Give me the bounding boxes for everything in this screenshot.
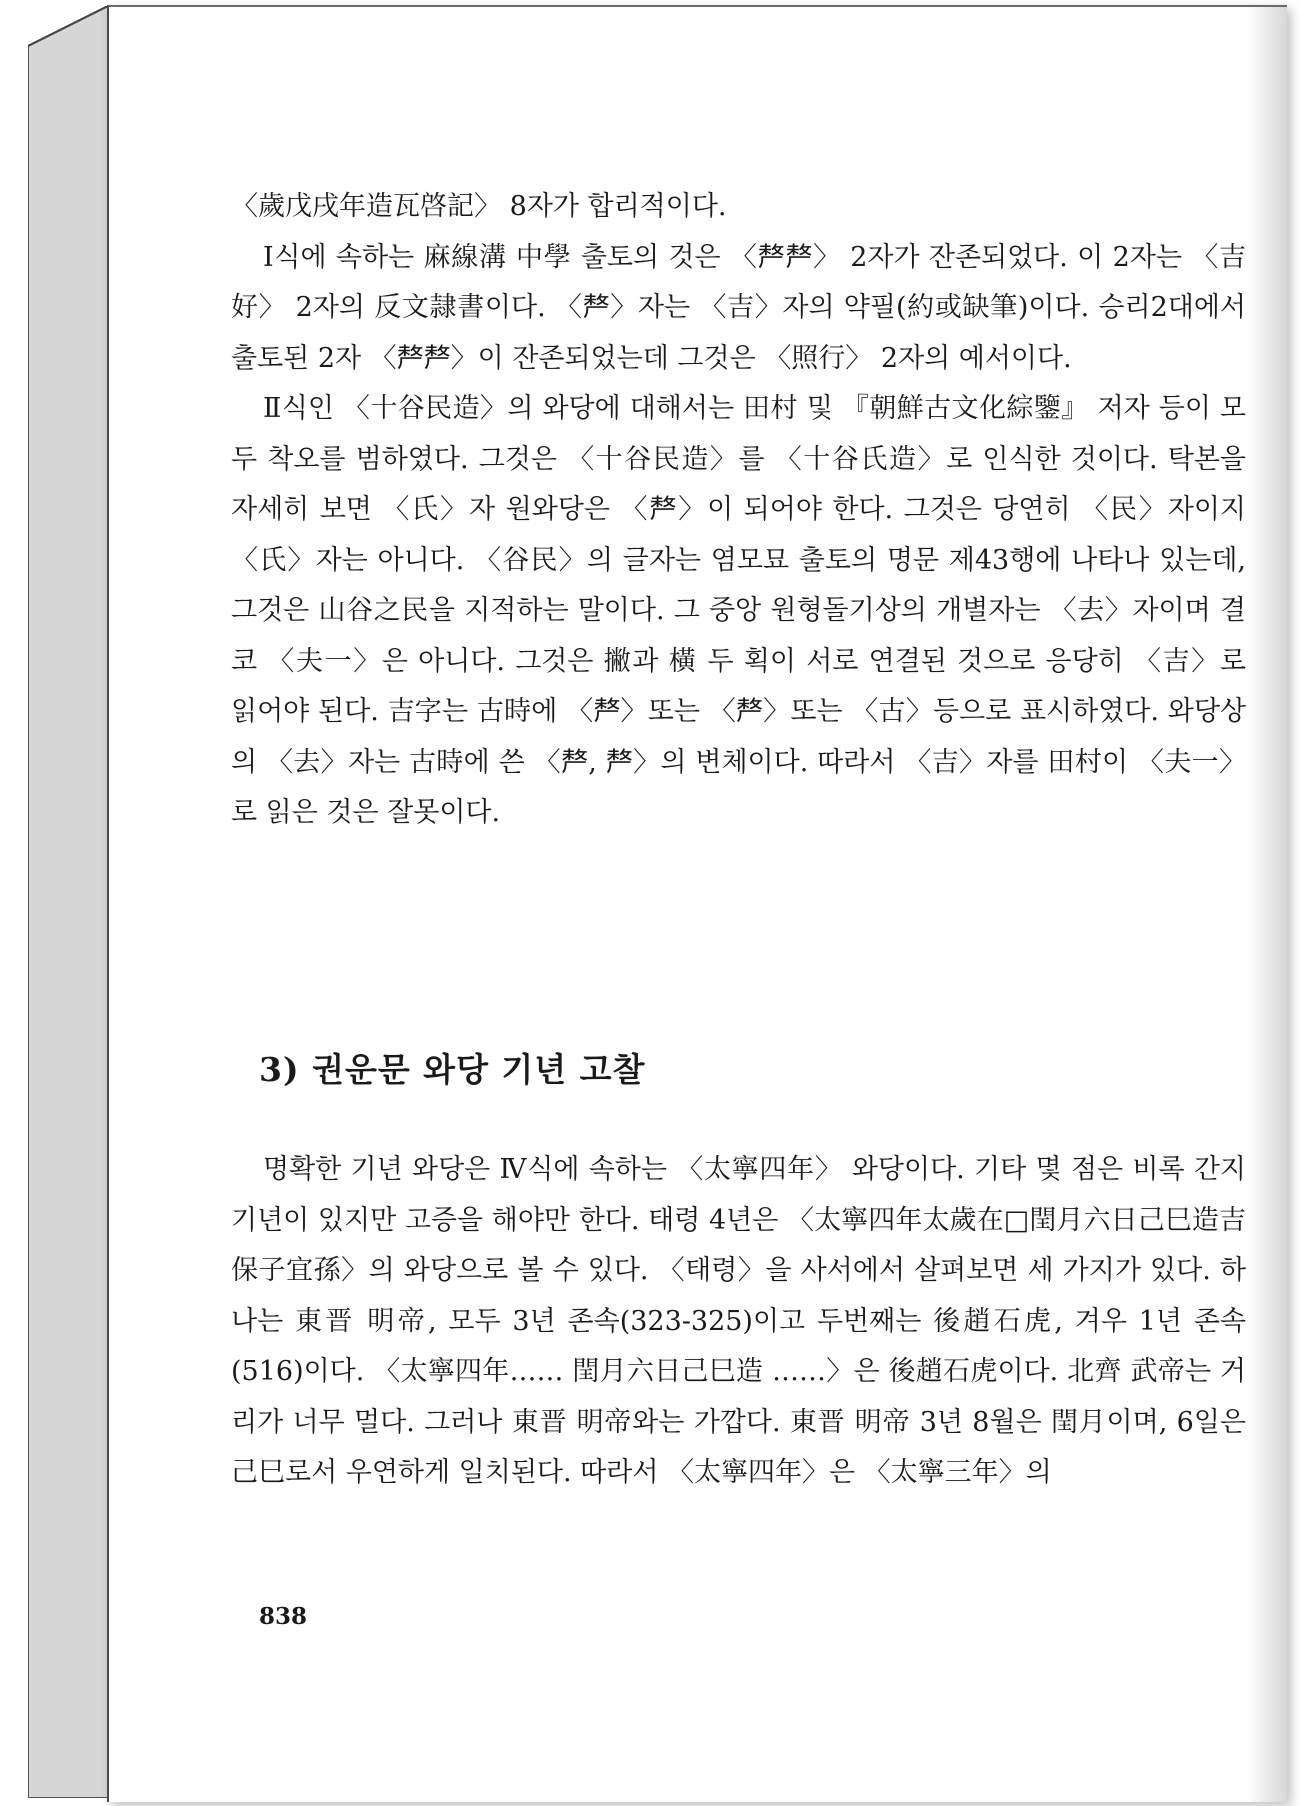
- book-edge-graphic: [28, 6, 108, 1798]
- section-2-body: [231, 1145, 1246, 1499]
- book-spine-edge: [28, 6, 108, 1798]
- paragraph-3: Ⅱ식인 〈十谷民造〉의 와당에 대해서는 田村 및 『朝鮮古文化綜鑒』 저자 등이 모두 착오를 범하였다. 그것은 〈十谷民造〉를 〈十谷氏造〉로 인식한 것이다. 탁본을 자세히 보면 〈氏〉자 원와당은 〈𠩺〉이 되어야 한다. 그것은 당연히 〈民〉자이지 〈氏〉자는 아니다. 〈谷民〉의 글자는 염모묘 출토의 명문 제43행에 나타나 있는데, 그것은 山谷之民을 지적하는 말이다. 그 중앙 원형돌기상의 개별자는 〈去〉자이며 결코 〈夫一〉은 아니다. 그것은 撇과 橫 두 획이 서로 연결된 것으로 응당히 〈吉〉로 읽어야 된다. 吉字는 古時에 〈𠩺〉또는 〈𠩺〉또는 〈古〉등으로 표시하였다. 와당상의 〈去〉자는 古時에 쓴 〈𠩺, 𠩺〉의 변체이다. 따라서 〈吉〉자를 田村이 〈夫一〉로 읽은 것은 잘못이다.: [231, 393, 1246, 828]
- paragraph-2: Ⅰ식에 속하는 麻線溝 中學 출토의 것은 〈𠩺𠩺〉 2자가 잔존되었다. 이 2자는 〈吉好〉 2자의 反文隷書이다. 〈𠩺〉자는 〈吉〉자의 약필(約或缺筆)이다. 승리2대에서 출토된 2자 〈𠩺𠩺〉이 잔존되었는데 그것은 〈照行〉 2자의 예서이다.: [231, 241, 1246, 374]
- page-number: 838: [259, 1603, 308, 1630]
- page-edge-shadow: [1247, 7, 1287, 1802]
- paragraph-4: 명확한 기년 와당은 Ⅳ식에 속하는 〈太寧四年〉 와당이다. 기타 몇 점은 비록 간지기년이 있지만 고증을 해야만 한다. 태령 4년은 〈太寧四年太歲在□閏月六日己巳造吉保子宜孫〉의 와당으로 볼 수 있다. 〈태령〉을 사서에서 살펴보면 세 가지가 있다. 하나는 東晋 明帝, 모두 3년 존속(323-325)이고 두번째는 後趙石虎, 겨우 1년 존속(516)이다. 〈太寧四年…… 閏月六日己巳造 ……〉은 後趙石虎이다. 北齊 武帝는 거리가 너무 멀다. 그러나 東晋 明帝와는 가깝다. 東晋 明帝 3년 8월은 閏月이며, 6일은 己巳로서 우연하게 일치된다. 따라서 〈太寧四年〉은 〈太寧三年〉의: [231, 1154, 1246, 1488]
- section-1-body: [231, 182, 1246, 839]
- book-page: [107, 5, 1287, 1802]
- section-heading: 3) 권운문 와당 기년 고찰: [259, 1050, 646, 1089]
- paragraph-1: 〈歲戊戌年造瓦啓記〉 8자가 합리적이다.: [231, 191, 727, 222]
